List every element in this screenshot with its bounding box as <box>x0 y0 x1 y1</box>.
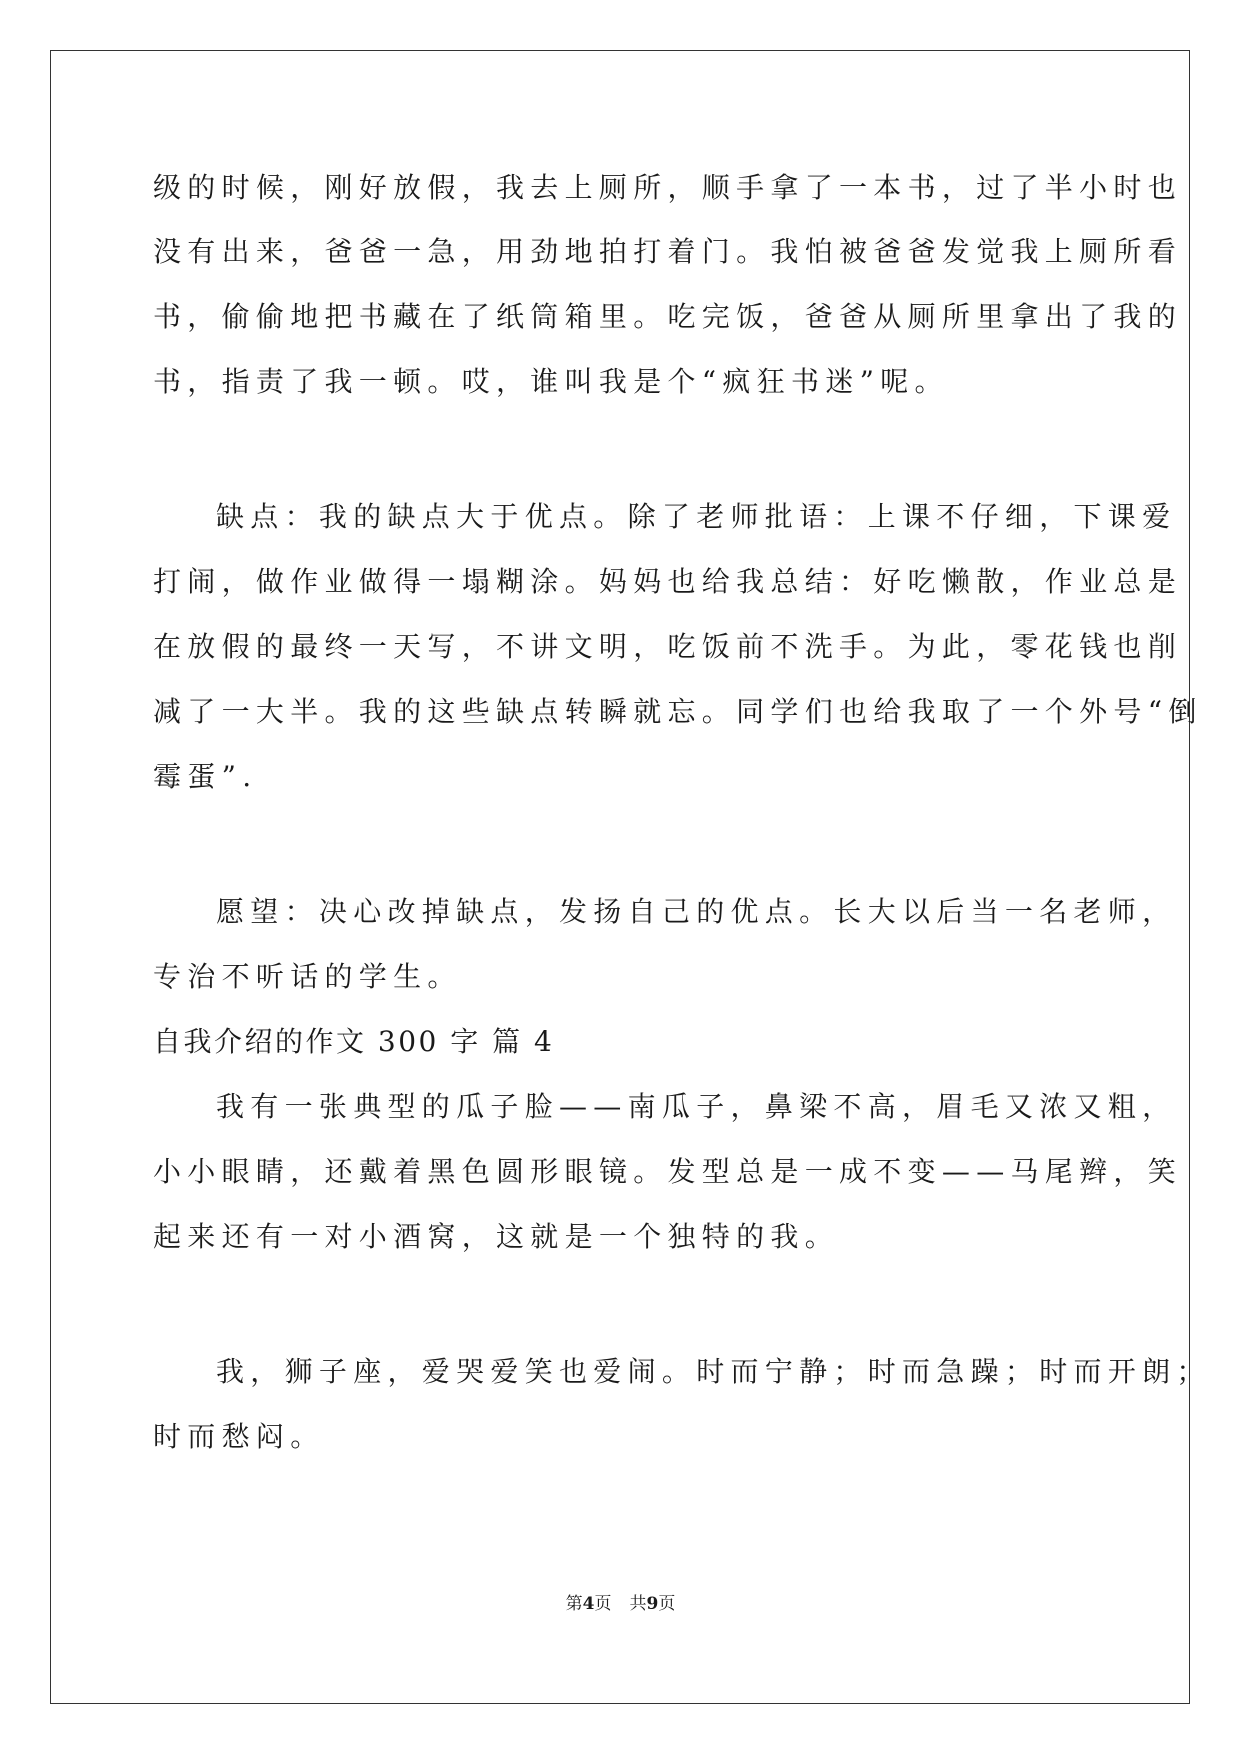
text-line: 我，狮子座，爱哭爱笑也爱闹。时而宁静；时而急躁；时而开朗； <box>216 1355 1211 1388</box>
text-line: 没有出来，爸爸一急，用劲地拍打着门。我怕被爸爸发觉我上厕所看 <box>153 235 1183 268</box>
page-footer <box>0 1592 1241 1616</box>
text-line: 书，指责了我一顿。哎，谁叫我是个“疯狂书迷”呢。 <box>153 365 949 398</box>
text-line: 小小眼睛，还戴着黑色圆形眼镜。发型总是一成不变——马尾辫，笑 <box>153 1155 1183 1188</box>
footer-total-prefix: 共 <box>629 1594 647 1614</box>
text-line: 霉蛋”. <box>153 760 258 793</box>
text-line: 书，偷偷地把书藏在了纸筒箱里。吃完饭，爸爸从厕所里拿出了我的 <box>153 300 1183 333</box>
text-line: 缺点：我的缺点大于优点。除了老师批语：上课不仔细，下课爱 <box>216 500 1177 533</box>
footer-total-unit: 页 <box>658 1594 676 1614</box>
total-page-number: 9 <box>646 1594 659 1614</box>
text-line: 专治不听话的学生。 <box>153 960 462 993</box>
text-line: 我有一张典型的瓜子脸——南瓜子，鼻梁不高，眉毛又浓又粗， <box>216 1090 1177 1123</box>
footer-page-unit: 页 <box>594 1594 612 1614</box>
text-line: 起来还有一对小酒窝，这就是一个独特的我。 <box>153 1220 840 1253</box>
text-line: 减了一大半。我的这些缺点转瞬就忘。同学们也给我取了一个外号“倒 <box>153 695 1203 728</box>
current-page-number: 4 <box>582 1594 595 1614</box>
text-line: 时而愁闷。 <box>153 1420 325 1453</box>
footer-prefix: 第 <box>565 1594 583 1614</box>
text-line: 级的时候，刚好放假，我去上厕所，顺手拿了一本书，过了半小时也 <box>153 171 1183 204</box>
text-line: 在放假的最终一天写，不讲文明，吃饭前不洗手。为此，零花钱也削 <box>153 630 1183 663</box>
text-line: 打闹，做作业做得一塌糊涂。妈妈也给我总结：好吃懒散，作业总是 <box>153 565 1183 598</box>
section-heading: 自我介绍的作文 300 字 篇 4 <box>153 1025 555 1058</box>
text-line: 愿望：决心改掉缺点，发扬自己的优点。长大以后当一名老师， <box>216 895 1177 928</box>
